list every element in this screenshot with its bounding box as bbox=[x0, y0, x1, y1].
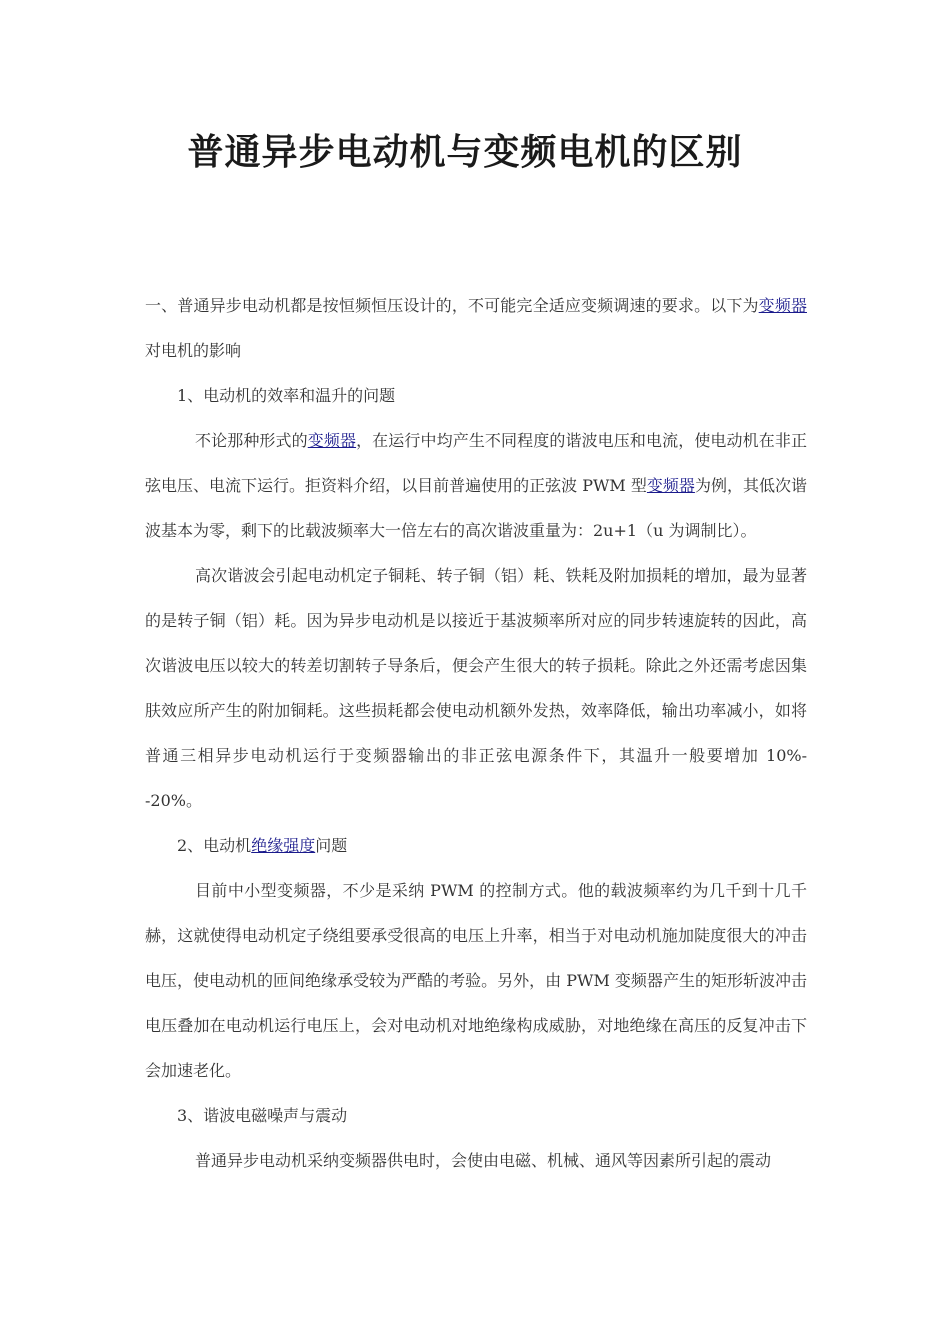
section-heading-2 bbox=[145, 823, 807, 868]
link-insulation-strength[interactable]: 绝缘强度 bbox=[251, 836, 316, 855]
paragraph-insulation: 目前中小型变频器，不少是采纳 PWM 的控制方式。他的载波频率约为几千到十几千赫，这就使得电动机定子绕组要承受很高的电压上升率，相当于对电动机施加陡度很大的冲击电压，使电动机的匝间绝缘承受较为严酷的考验。另外，由 PWM 变频器产生的矩形斩波冲击电压叠加在电动机运行电压上，会对电动机对地绝缘构成威胁，对地绝缘在高压的反复冲击下会加速老化。 bbox=[145, 881, 807, 1080]
document-body bbox=[145, 283, 807, 1183]
section-heading-1: 1、电动机的效率和温升的问题 bbox=[177, 386, 396, 405]
paragraph-intro bbox=[145, 283, 807, 373]
paragraph-intro-text: 一、普通异步电动机都是按恒频恒压设计的，不可能完全适应变频调速的要求。以下为 bbox=[145, 296, 759, 315]
paragraph-intro-tail: 对电机的影响 bbox=[145, 341, 242, 360]
paragraph-noise: 普通异步电动机采纳变频器供电时，会使由电磁、机械、通风等因素所引起的震动 bbox=[195, 1151, 772, 1170]
paragraph-losses: 高次谐波会引起电动机定子铜耗、转子铜（铝）耗、铁耗及附加损耗的增加，最为显著的是转子铜（铝）耗。因为异步电动机是以接近于基波频率所对应的同步转速旋转的因此，高次谐波电压以较大的转差切割转子导条后，便会产生很大的转子损耗。除此之外还需考虑因集肤效应所产生的附加铜耗。这些损耗都会使电动机额外发热，效率降低，输出功率减小，如将普通三相异步电动机运行于变频器输出的非正弦电源条件下，其温升一般要增加 10%--20%。 bbox=[145, 566, 807, 810]
paragraph-harmonics-tail: 为例，其低次谐波基本为零，剩下的比载波频率大一倍左右的高次谐波重量为：2u+1（u 为调制比）。 bbox=[145, 476, 807, 540]
link-inverter[interactable]: 变频器 bbox=[307, 431, 357, 450]
section-heading-2-text: 2、电动机 bbox=[177, 836, 252, 855]
page-title: 普通异步电动机与变频电机的区别 bbox=[187, 131, 743, 173]
section-heading-2-tail: 问题 bbox=[315, 836, 348, 855]
paragraph-harmonics-text: 不论那种形式的 bbox=[195, 431, 308, 450]
paragraph-harmonics bbox=[145, 418, 807, 553]
link-inverter[interactable]: 变频器 bbox=[758, 296, 807, 315]
paragraph-harmonics-middle: ，在运行中均产生不同程度的谐波电压和电流，使电动机在非正弦电压、电流下运行。拒资料介绍，以目前普遍使用的正弦波 PWM 型 bbox=[145, 431, 807, 495]
section-heading-3: 3、谐波电磁噪声与震动 bbox=[177, 1106, 348, 1125]
link-inverter[interactable]: 变频器 bbox=[646, 476, 695, 495]
